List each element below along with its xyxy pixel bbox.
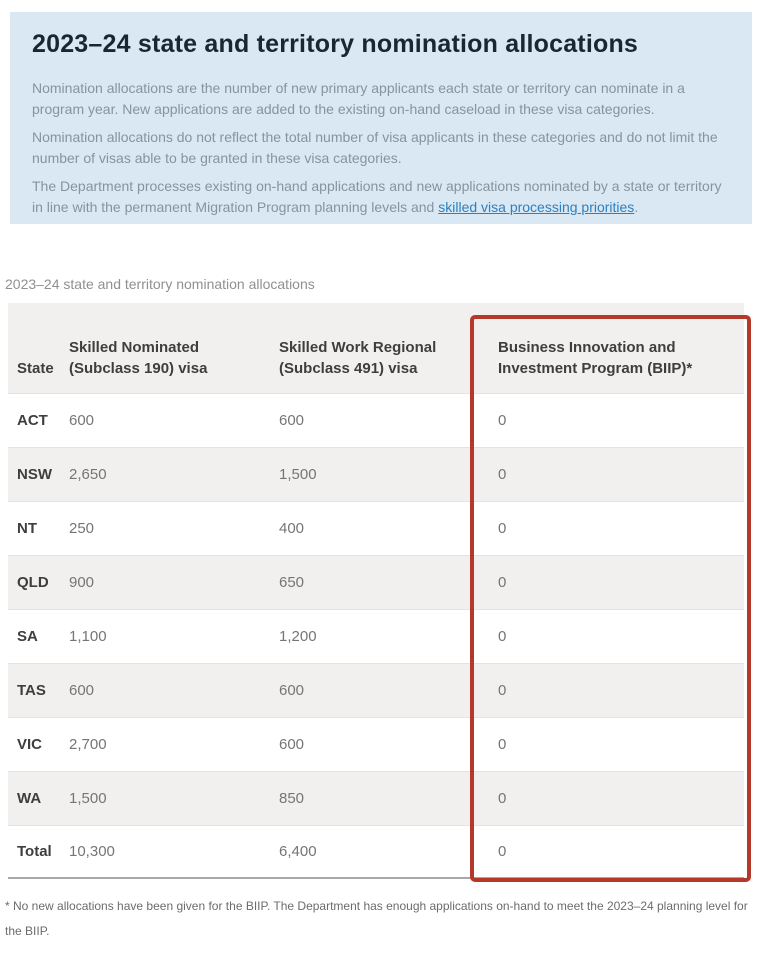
table-row bbox=[8, 717, 744, 771]
skilled-nominated-190-cell: 1,500 bbox=[69, 790, 107, 807]
table-row bbox=[8, 609, 744, 663]
state-cell: NSW bbox=[17, 466, 52, 483]
intro-paragraph-3-text: The Department processes existing on-hand applications and new applications nominated by a state or territory in line with the permanent Migration Program planning levels and bbox=[32, 178, 722, 216]
biip-cell: 0 bbox=[498, 682, 507, 699]
table-row bbox=[8, 501, 744, 555]
skilled-work-regional-491-cell: 850 bbox=[279, 790, 305, 807]
intro-paragraph-2: Nomination allocations do not reflect the total number of visa applicants in these categories and do not limit the number of visas able to be granted in these visa categories. bbox=[32, 129, 718, 167]
table-row bbox=[8, 771, 744, 825]
total-skilled-nominated-190-cell: 10,300 bbox=[69, 843, 115, 860]
table-row bbox=[8, 447, 744, 501]
skilled-nominated-190-cell: 2,650 bbox=[69, 466, 107, 483]
biip-cell: 0 bbox=[498, 520, 507, 537]
biip-cell: 0 bbox=[498, 628, 507, 645]
skilled-nominated-190-cell: 1,100 bbox=[69, 628, 107, 645]
biip-cell: 0 bbox=[498, 466, 507, 483]
skilled-work-regional-491-cell: 600 bbox=[279, 682, 305, 699]
total-biip-cell: 0 bbox=[498, 843, 507, 860]
footnote: * No new allocations have been given for the BIIP. The Department has enough applications on-hand to meet the 2023–24 planning level for the BIIP. bbox=[5, 899, 748, 938]
skilled-work-regional-491-cell: 400 bbox=[279, 520, 305, 537]
total-label-cell: Total bbox=[17, 843, 52, 860]
intro-paragraph-3 bbox=[32, 176, 728, 218]
total-skilled-work-regional-491-cell: 6,400 bbox=[279, 843, 317, 860]
intro-paragraph-1: Nomination allocations are the number of new primary applicants each state or territory can nominate in a program year. New applications are added to the existing on-hand caseload in these visa categories. bbox=[32, 80, 685, 118]
header-panel bbox=[10, 12, 752, 224]
skilled-nominated-190-cell: 600 bbox=[69, 412, 95, 429]
skilled-nominated-190-cell: 2,700 bbox=[69, 736, 107, 753]
column-header-skilled-nominated-190: Skilled Nominated (Subclass 190) visa bbox=[69, 338, 208, 378]
skilled-nominated-190-cell: 900 bbox=[69, 574, 95, 591]
column-header-biip: Business Innovation and Investment Program (BIIP)* bbox=[498, 338, 693, 378]
table-header-row bbox=[8, 303, 744, 393]
table-body bbox=[8, 393, 744, 825]
state-cell: TAS bbox=[17, 682, 46, 699]
skilled-visa-processing-priorities-link[interactable]: skilled visa processing priorities bbox=[438, 199, 635, 216]
table-row bbox=[8, 393, 744, 447]
biip-cell: 0 bbox=[498, 574, 507, 591]
allocations-table bbox=[8, 303, 744, 879]
total-row bbox=[8, 825, 744, 877]
skilled-nominated-190-cell: 250 bbox=[69, 520, 95, 537]
biip-cell: 0 bbox=[498, 790, 507, 807]
state-cell: ACT bbox=[17, 412, 48, 429]
state-cell: VIC bbox=[17, 736, 43, 753]
state-cell: NT bbox=[17, 520, 37, 537]
table-caption: 2023–24 state and territory nomination allocations bbox=[5, 276, 315, 292]
skilled-work-regional-491-cell: 650 bbox=[279, 574, 305, 591]
table-row bbox=[8, 663, 744, 717]
state-cell: QLD bbox=[17, 574, 49, 591]
skilled-nominated-190-cell: 600 bbox=[69, 682, 95, 699]
intro-paragraph-3-period: . bbox=[634, 199, 639, 216]
biip-cell: 0 bbox=[498, 736, 507, 753]
skilled-work-regional-491-cell: 1,500 bbox=[279, 466, 317, 483]
column-header-state: State bbox=[17, 360, 54, 378]
page-title: 2023–24 state and territory nomination allocations bbox=[32, 30, 639, 58]
skilled-work-regional-491-cell: 600 bbox=[279, 736, 305, 753]
skilled-work-regional-491-cell: 1,200 bbox=[279, 628, 317, 645]
state-cell: WA bbox=[17, 790, 42, 807]
skilled-work-regional-491-cell: 600 bbox=[279, 412, 305, 429]
biip-cell: 0 bbox=[498, 412, 507, 429]
table-row bbox=[8, 555, 744, 609]
state-cell: SA bbox=[17, 628, 38, 645]
column-header-skilled-work-regional-491: Skilled Work Regional (Subclass 491) visa bbox=[279, 338, 437, 378]
